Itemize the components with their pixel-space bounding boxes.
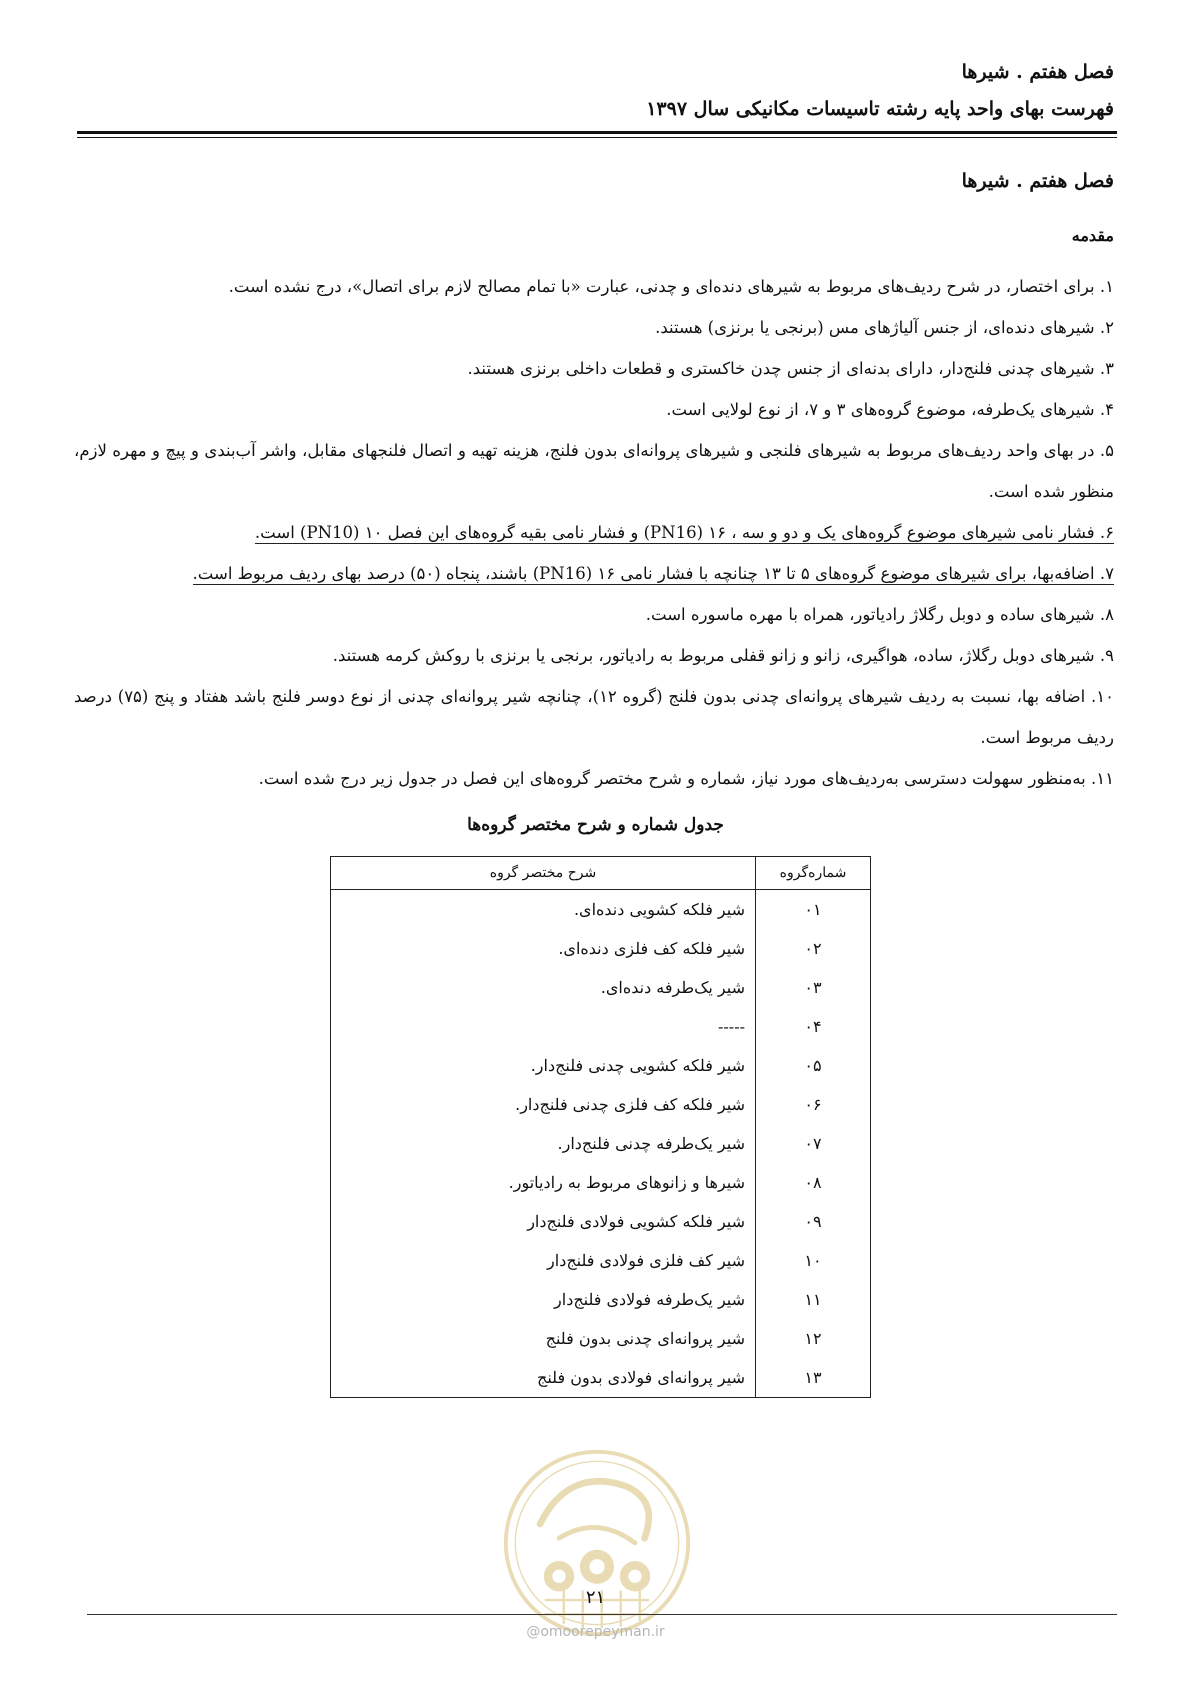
watermark-text: @omoorepeyman.ir [526, 1624, 665, 1640]
table-row [331, 968, 871, 1007]
paragraph-1: ۱. برای اختصار، در شرح ردیف‌های مربوط به شیرهای دنده‌ای و چدنی، عبارت «با تمام مصالح لازم برای اتصال»، درج نشده است. [228, 277, 1114, 296]
header-rule-thick [77, 131, 1117, 134]
column-header-number: شماره‌گروه [756, 857, 871, 890]
group-number: ۰۶ [756, 1085, 871, 1124]
group-number: ۰۲ [756, 929, 871, 968]
table-row [331, 1046, 871, 1085]
table-header-row [331, 857, 871, 890]
group-description: شیرها و زانوهای مربوط به رادیاتور. [331, 1163, 756, 1202]
paragraph-2: ۲. شیرهای دنده‌ای، از جنس آلیاژهای مس (برنجی یا برنزی) هستند. [655, 318, 1114, 337]
header-chapter: فصل هفتم . شیرها [961, 61, 1114, 83]
paragraph-9: ۹. شیرهای دوبل رگلاژ، ساده، هواگیری، زانو و زانو قفلی مربوط به رادیاتور، برنجی یا برنزی با روکش کرمه هستند. [332, 646, 1114, 665]
group-number: ۰۷ [756, 1124, 871, 1163]
paragraph-5: ۵. در بهای واحد ردیف‌های مربوط به شیرهای فلنجی و شیرهای پروانه‌ای بدون فلنج، هزینه تهیه و اتصال فلنجهای مقابل، واشر آب‌بندی و پیچ و مهره لازم، منظور شده است. [74, 441, 1114, 501]
group-description: ----- [331, 1007, 756, 1046]
table-row [331, 1241, 871, 1280]
group-number: ۰۱ [756, 890, 871, 930]
group-description: شیر فلکه کف فلزی چدنی فلنج‌دار. [331, 1085, 756, 1124]
table-row [331, 1280, 871, 1319]
group-number: ۱۱ [756, 1280, 871, 1319]
table-row [331, 1319, 871, 1358]
table-row [331, 890, 871, 930]
group-description: شیر پروانه‌ای چدنی بدون فلنج [331, 1319, 756, 1358]
group-number: ۱۲ [756, 1319, 871, 1358]
paragraph-6-text: ۶. فشار نامی شیرهای موضوع گروه‌های یک و دو و سه ، ۱۶ (PN16) و فشار نامی بقیه گروه‌های این فصل ۱۰ (PN10) است. [254, 523, 1114, 542]
group-number: ۰۴ [756, 1007, 871, 1046]
section-title: فصل هفتم . شیرها [961, 170, 1114, 192]
group-description: شیر فلکه کشویی فولادی فلنج‌دار [331, 1202, 756, 1241]
group-number: ۰۳ [756, 968, 871, 1007]
groups-table [330, 856, 871, 1398]
header-title: فهرست بهای واحد پایه رشته تاسیسات مکانیکی سال ۱۳۹۷ [646, 98, 1114, 120]
paragraph-10: ۱۰. اضافه بها، نسبت به ردیف شیرهای پروانه‌ای چدنی بدون فلنج (گروه ۱۲)، چنانچه شیر پروانه‌ای چدنی از نوع دوسر فلنج باشد هفتاد و پنج (۷۵) درصد ردیف مربوط است. [74, 687, 1115, 747]
group-description: شیر فلکه کف فلزی دنده‌ای. [331, 929, 756, 968]
group-description: شیر فلکه کشویی دنده‌ای. [331, 890, 756, 930]
table-row [331, 1007, 871, 1046]
group-description: شیر یک‌طرفه چدنی فلنج‌دار. [331, 1124, 756, 1163]
group-number: ۱۳ [756, 1358, 871, 1398]
paragraph-6 [74, 512, 1114, 553]
table-row [331, 1163, 871, 1202]
group-description: شیر کف فلزی فولادی فلنج‌دار [331, 1241, 756, 1280]
paragraph-3: ۳. شیرهای چدنی فلنج‌دار، دارای بدنه‌ای از جنس چدن خاکستری و قطعات داخلی برنزی هستند. [467, 359, 1114, 378]
group-description: شیر یک‌طرفه دنده‌ای. [331, 968, 756, 1007]
group-number: ۰۹ [756, 1202, 871, 1241]
introduction-list [74, 266, 1114, 799]
table-row [331, 1202, 871, 1241]
group-number: ۰۵ [756, 1046, 871, 1085]
intro-heading: مقدمه [1071, 226, 1114, 245]
table-row [331, 1124, 871, 1163]
header-rule-thin [77, 137, 1117, 138]
group-description: شیر فلکه کشویی چدنی فلنج‌دار. [331, 1046, 756, 1085]
table-caption: جدول شماره و شرح مختصر گروه‌ها [467, 815, 724, 835]
group-description: شیر پروانه‌ای فولادی بدون فلنج [331, 1358, 756, 1398]
table-row [331, 1358, 871, 1398]
group-description: شیر یک‌طرفه فولادی فلنج‌دار [331, 1280, 756, 1319]
page-number: ۲۱ [585, 1587, 606, 1608]
table-row [331, 1085, 871, 1124]
group-number: ۰۸ [756, 1163, 871, 1202]
seal-logo [502, 1448, 692, 1638]
paragraph-7 [74, 553, 1114, 594]
paragraph-7-text: ۷. اضافه‌بها، برای شیرهای موضوع گروه‌های ۵ تا ۱۳ چنانچه با فشار نامی ۱۶ (PN16) باشند، پنجاه (۵۰) درصد بهای ردیف مربوط است. [192, 564, 1114, 583]
table-row [331, 929, 871, 968]
paragraph-11: ۱۱. به‌منظور سهولت دسترسی به‌ردیف‌های مورد نیاز، شماره و شرح مختصر گروه‌های این فصل در جدول زیر درج شده است. [258, 769, 1114, 788]
group-number: ۱۰ [756, 1241, 871, 1280]
paragraph-8: ۸. شیرهای ساده و دوبل رگلاژ رادیاتور، همراه با مهره ماسوره است. [645, 605, 1114, 624]
column-header-description: شرح مختصر گروه [331, 857, 756, 890]
paragraph-4: ۴. شیرهای یک‌طرفه، موضوع گروه‌های ۳ و ۷، از نوع لولایی است. [666, 400, 1114, 419]
footer-rule [87, 1614, 1117, 1615]
